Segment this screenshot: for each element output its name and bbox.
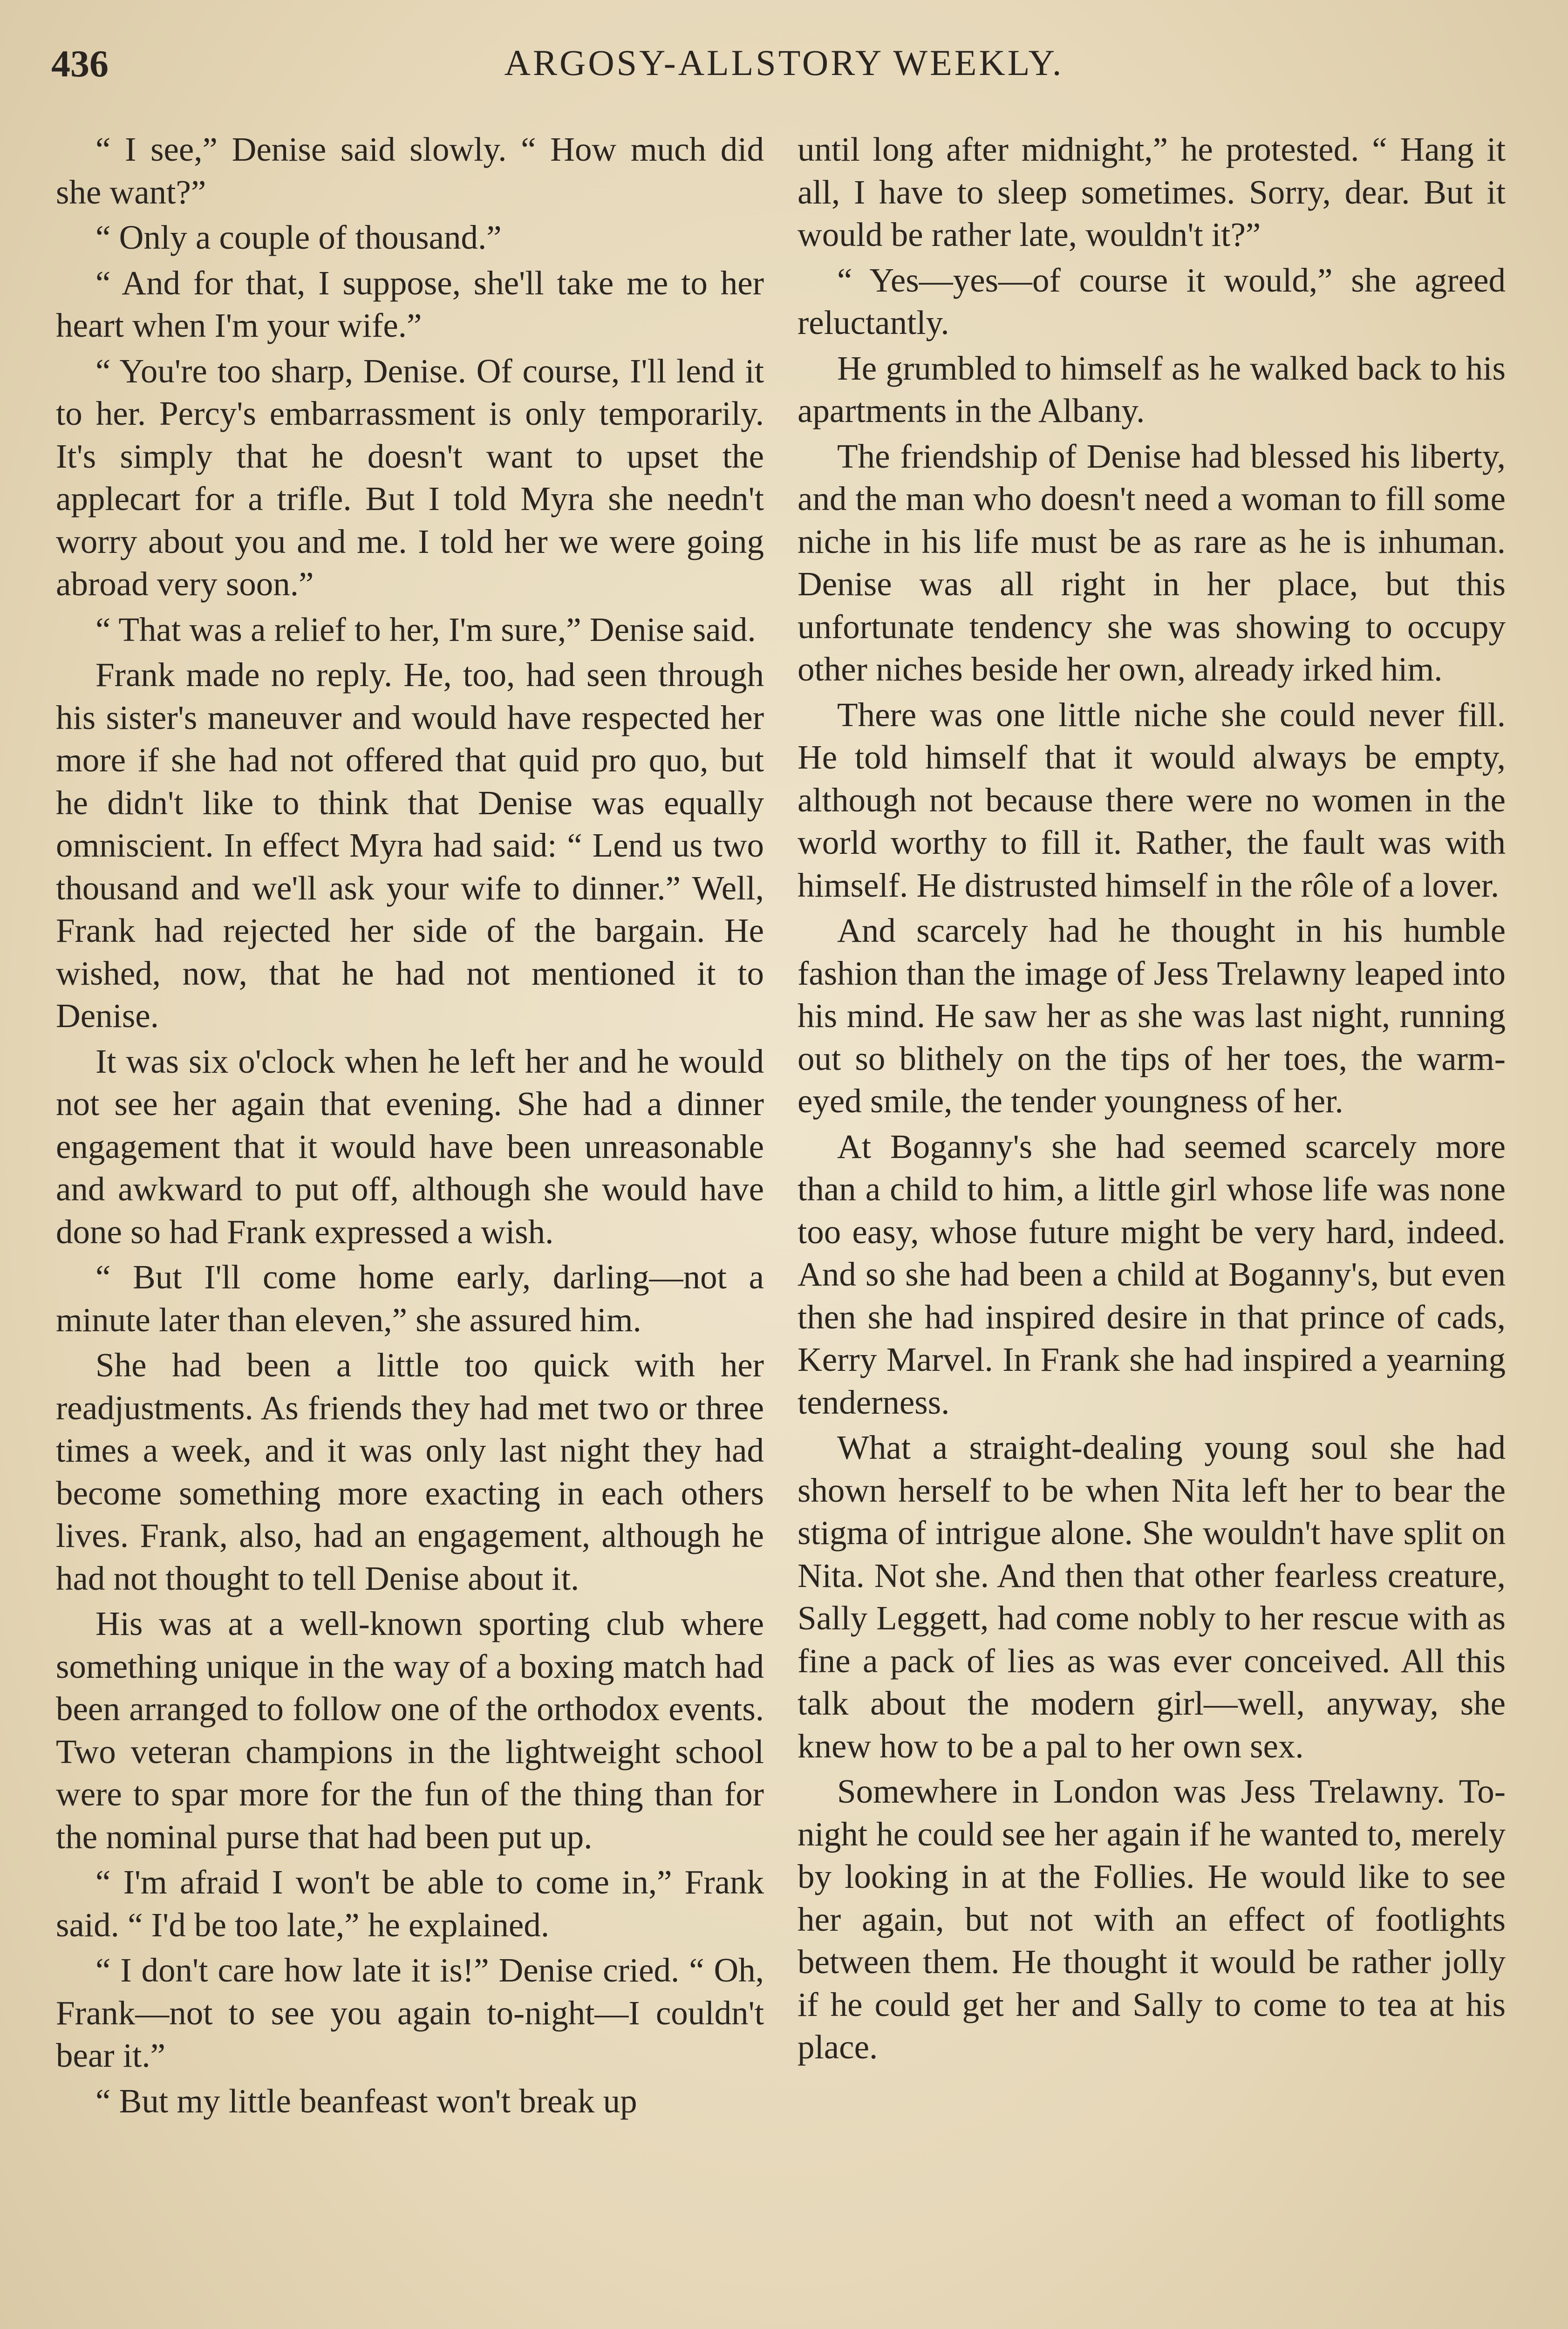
paragraph: Somewhere in London was Jess Trelawny. To-night he could see her again if he wanted to, merely by looking in at the Follies. He would like to see her again, but not with an effect of footlights between them. He thought it would be rather jolly if he could get her and Sally to come to tea at his place. (798, 1772, 1506, 2066)
paragraph: “ But my little beanfeast won't break up (95, 2082, 637, 2120)
paragraph: “ I don't care how late it is!” Denise cried. “ Oh, Frank—not to see you again to-night—I couldn't bear it.” (56, 1951, 764, 2074)
paragraph: “ That was a relief to her, I'm sure,” Denise said. (95, 610, 756, 648)
paragraph: “ Only a couple of thousand.” (95, 218, 502, 256)
paragraph: It was six o'clock when he left her and he would not see her again that evening. She had a dinner engagement that it would have been unreasonable and awkward to put off, although she would have done so had Frank expressed a wish. (56, 1042, 764, 1251)
paragraph: “ Yes—yes—of course it would,” she agreed reluctantly. (798, 261, 1506, 341)
paragraph: “ You're too sharp, Denise. Of course, I'll lend it to her. Percy's embarrassment is only temporarily. It's simply that he doesn't want to upset the applecart for a trifle. But I told Myra she needn't worry about you and me. I told her we were going abroad very soon.” (56, 352, 764, 603)
right-column (798, 128, 1506, 2069)
left-column (56, 128, 764, 2122)
paragraph: “ I'm afraid I won't be able to come in,” Frank said. “ I'd be too late,” he explained. (56, 1863, 764, 1944)
paragraph: His was at a well-known sporting club where something unique in the way of a boxing match had been arranged to follow one of the orthodox events. Two veteran champions in the lightweight school were to spar more for the fun of the thing than for the nominal purse that had been put up. (56, 1605, 764, 1856)
page-header (51, 42, 1517, 98)
paragraph: “ But I'll come home early, darling—not a minute later than eleven,” she assured him. (56, 1258, 764, 1339)
paragraph: “ I see,” Denise said slowly. “ How much did she want?” (56, 130, 764, 211)
paragraph: Frank made no reply. He, too, had seen through his sister's maneuver and would have respected her more if she had not offered that quid pro quo, but he didn't like to think that Denise was equally omniscient. In effect Myra had said: “ Lend us two thousand and we'll ask your wife to dinner.” Well, Frank had rejected her side of the bargain. He wished, now, that he had not mentioned it to Denise. (56, 656, 764, 1035)
paragraph: until long after midnight,” he protested. “ Hang it all, I have to sleep sometimes. Sorry, dear. But it would be rather late, wouldn't it?” (798, 130, 1506, 253)
page-number: 436 (51, 42, 109, 85)
paragraph: She had been a little too quick with her readjustments. As friends they had met two or three times a week, and it was only last night they had become something more exacting in each others lives. Frank, also, had an engagement, although he had not thought to tell Denise about it. (56, 1346, 764, 1597)
paragraph: There was one little niche she could never fill. He told himself that it would always be empty, although not because there were no women in the world worthy to fill it. Rather, the fault was with himself. He distrusted himself in the rôle of a lover. (798, 695, 1506, 904)
paragraph: What a straight-dealing young soul she had shown herself to be when Nita left her to bear the stigma of intrigue alone. She wouldn't have split on Nita. Not she. And then that other fearless creature, Sally Leggett, had come nobly to her rescue with as fine a pack of lies as was ever conceived. All this talk about the modern girl—well, anyway, she knew how to be a pal to her own sex. (798, 1429, 1506, 1765)
paragraph: And scarcely had he thought in his humble fashion than the image of Jess Trelawny leaped into his mind. He saw her as she was last night, running out so blithely on the tips of her toes, the warm-eyed smile, the tender youngness of her. (798, 912, 1506, 1120)
paragraph: At Boganny's she had seemed scarcely more than a child to him, a little girl whose life was none too easy, whose future might be very hard, indeed. And so she had been a child at Boganny's, but even then she had inspired desire in that prince of cads, Kerry Marvel. In Frank she had inspired a yearning tenderness. (798, 1127, 1506, 1421)
paragraph: “ And for that, I suppose, she'll take me to her heart when I'm your wife.” (56, 264, 764, 344)
paragraph: He grumbled to himself as he walked back to his apartments in the Albany. (798, 349, 1506, 429)
paragraph: The friendship of Denise had blessed his liberty, and the man who doesn't need a woman to fill some niche in his life must be as rare as he is inhuman. Denise was all right in her place, but this unfortunate tendency she was showing to occupy other niches beside her own, already irked him. (798, 437, 1506, 688)
running-title: ARGOSY-ALLSTORY WEEKLY. (504, 42, 1064, 83)
